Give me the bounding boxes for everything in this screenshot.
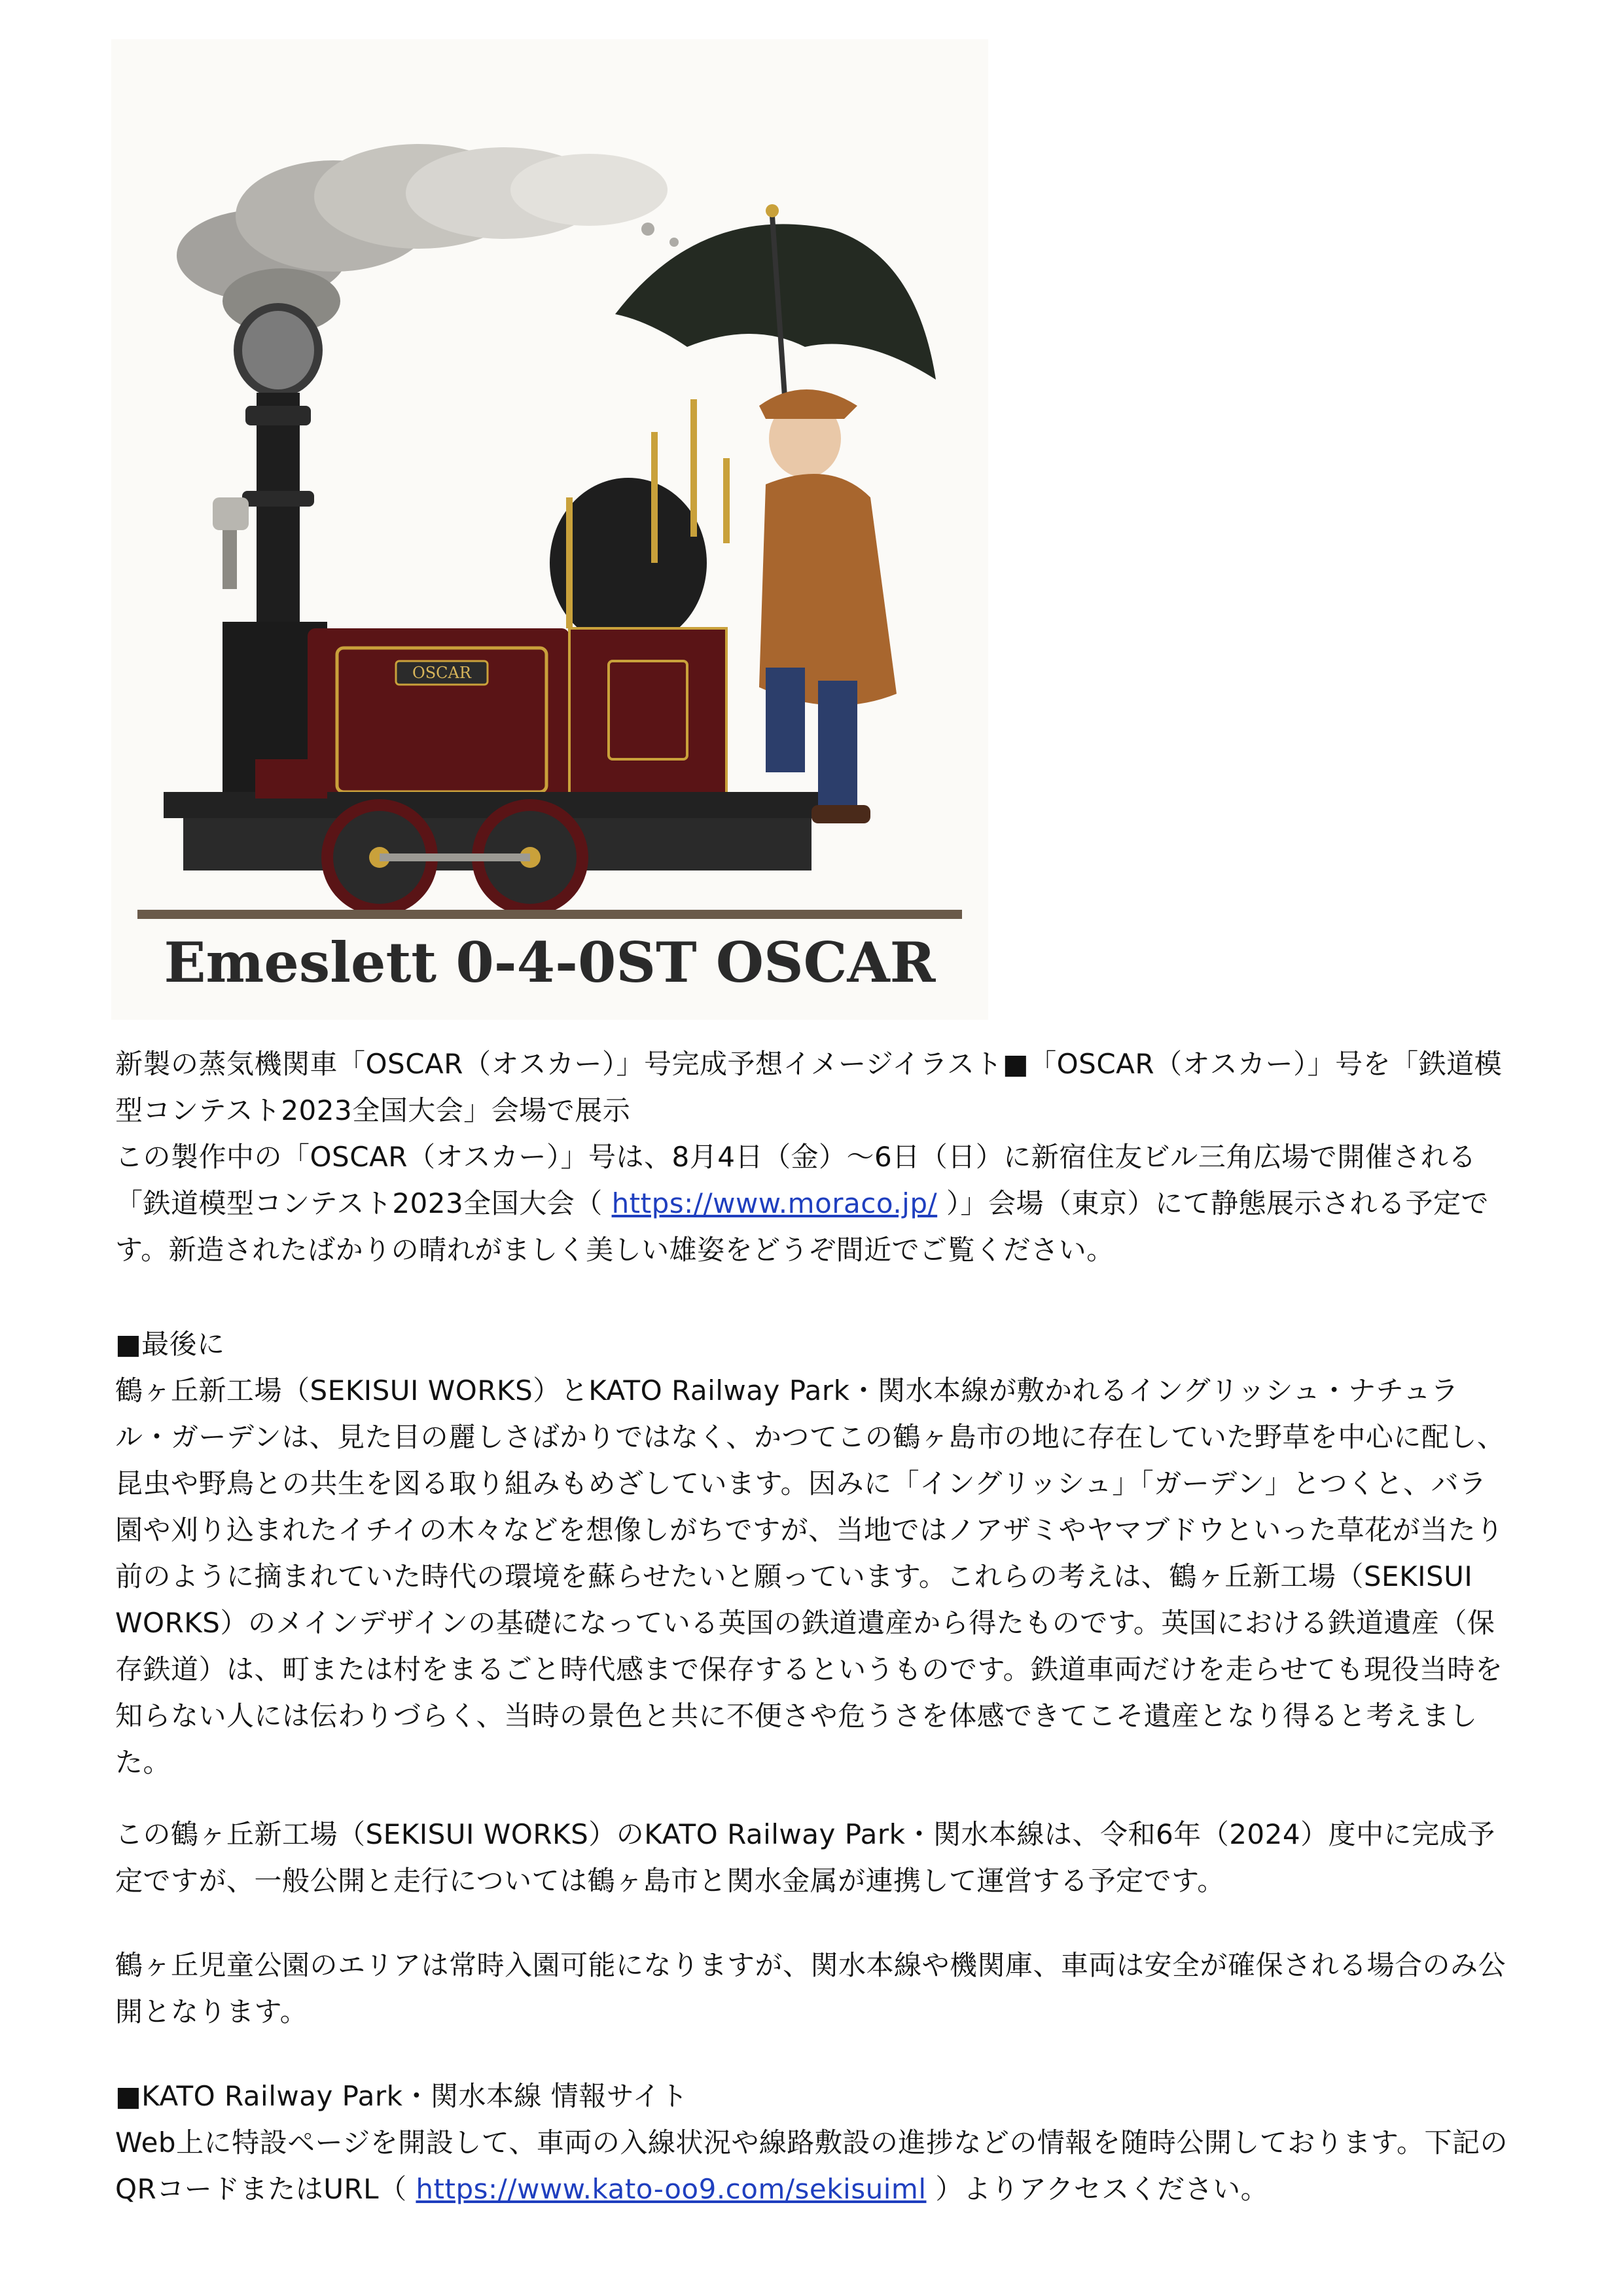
umbrella (615, 204, 936, 406)
heading-info-text: ■KATO Railway Park・関水本線 情報サイト (115, 2080, 688, 2112)
info-before: Web上に特設ページを開設して、車両の入線状況や線路敷設の進捗などの情報を随時公開しております。下記のQRコードまたはURL（ (115, 2126, 1508, 2205)
caption-text: 新製の蒸気機関車「OSCAR（オスカー）」号完成予想イメージイラスト■「OSCAR（オスカー）」号を「鉄道模型コンテスト2023全国大会」会場で展示 (115, 1048, 1503, 1126)
info-site-text (115, 2119, 1509, 2212)
garden-text: 鶴ヶ丘新工場（SEKISUI WORKS）とKATO Railway Park・関水本線が敷かれるイングリッシュ・ナチュラル・ガーデンは、見た目の麗しさばかりではなく、かつてこの鶴ヶ島市の地に存在していた野草を中心に配し、昆虫や野鳥との共生を図る取り組みもめざしています。因みに「イングリッシュ」「ガーデン」とつくと、バラ園や刈り込まれたイチイの木々などを想像しがちですが、当地ではノアザミやヤマブドウといった草花が当たり前のように摘まれていた時代の環境を蘇らせたいと願っています。これらの考えは、鶴ヶ丘新工場（SEKISUI WORKS）のメインデザインの基礎になっている英国の鉄道遺産から得たものです。英国における鉄道遺産（保存鉄道）は、町または村をまるごと時代感まで保存するというものです。鉄道車両だけを走らせても現役当時を知らない人には伝わりづらく、当時の景色と共に不便さや危うさを体感できてこそ遺産となり得ると考えました。 (115, 1374, 1505, 1778)
park-access-text: 鶴ヶ丘児童公園のエリアは常時入園可能になりますが、関水本線や機関庫、車両は安全が確保される場合のみ公開となります。 (115, 1949, 1507, 2028)
locomotive-illustration (111, 39, 988, 1020)
info-site-paragraph (115, 2119, 1509, 2212)
lamp (213, 497, 249, 589)
smoke-cloud (177, 144, 698, 334)
chimney (234, 303, 323, 641)
park-access-paragraph (115, 1942, 1509, 2035)
illustration-caption (115, 1041, 1509, 1134)
exhibit-paragraph (115, 1134, 1509, 1273)
info-after: ）よりアクセスください。 (926, 2173, 1269, 2205)
moraco-link[interactable]: https://www.moraco.jp/ (611, 1187, 938, 1219)
exhibit-text (115, 1134, 1509, 1273)
name-plate-text: OSCAR (412, 664, 471, 682)
rail (137, 910, 962, 919)
heading-last-text: ■最後に (115, 1328, 225, 1360)
exhibit-after: ）」会場（東京）にて静態展示される予定です。新造されたばかりの晴れがましく美しい雄姿をどうぞ間近でご覧ください。 (115, 1187, 1489, 1266)
completion-text: この鶴ヶ丘新工場（SEKISUI WORKS）のKATO Railway Park・関水本線は、令和6年（2024）度中に完成予定ですが、一般公開と走行については鶴ヶ島市と関水金属が連携して運営する予定です。 (115, 1818, 1495, 1897)
section-heading-last (115, 1321, 1509, 1367)
section-heading-info (115, 2073, 1509, 2119)
garden-paragraph (115, 1367, 1509, 1785)
caption-art: Emeslett 0-4-0ST OSCAR (164, 930, 936, 995)
exhibit-before: この製作中の「OSCAR（オスカー）」号は、8月4日（金）〜6日（日）に新宿住友ビル三角広場で開催される「鉄道模型コンテスト2023全国大会（ (115, 1141, 1476, 1219)
buffer-beam (255, 759, 327, 798)
figure (759, 389, 897, 823)
kato-sekisuiml-link[interactable]: https://www.kato-oo9.com/sekisuiml (416, 2173, 927, 2205)
completion-paragraph (115, 1811, 1509, 1904)
steam-dome (550, 478, 707, 648)
oscar-illustration-svg (111, 39, 988, 1020)
